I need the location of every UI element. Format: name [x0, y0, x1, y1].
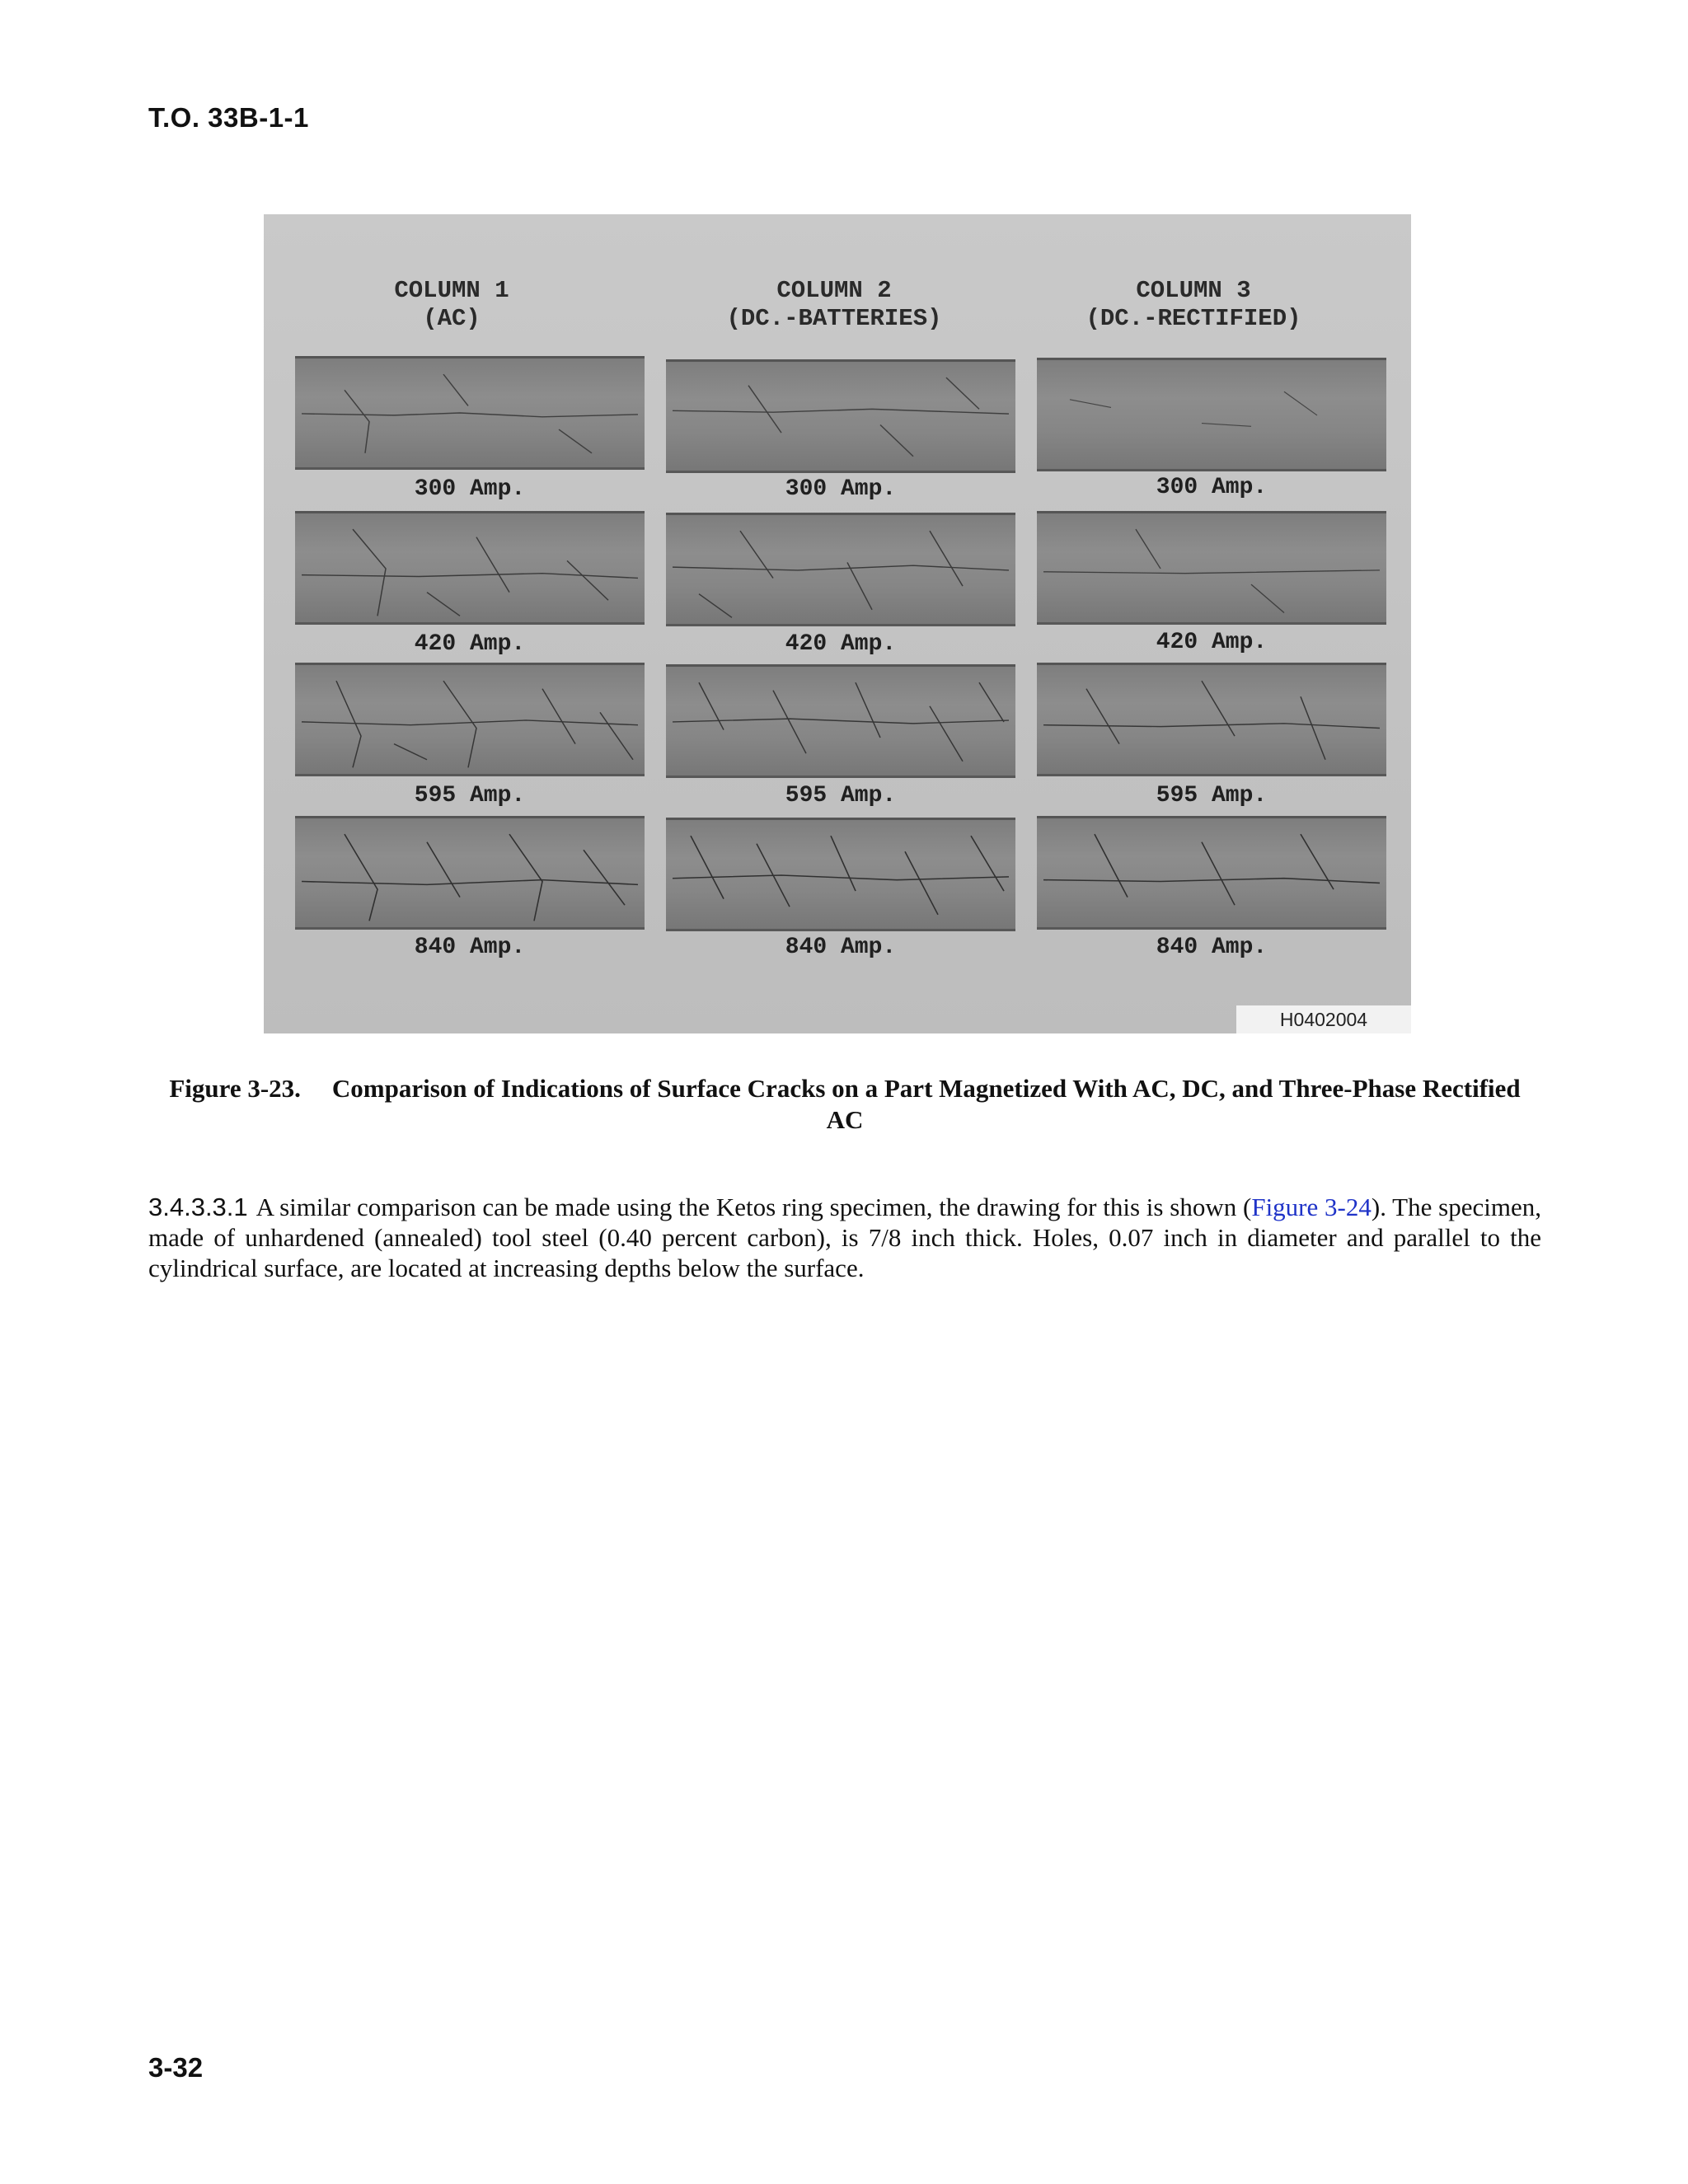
specimen-strip	[666, 359, 1015, 473]
amperage-label: 300 Amp.	[1156, 475, 1268, 500]
amperage-label: 595 Amp.	[1156, 783, 1268, 808]
specimen-strip	[666, 513, 1015, 626]
specimen-strip	[1037, 816, 1386, 930]
column-header-title: COLUMN 2	[776, 277, 892, 304]
figure-3-24-link[interactable]: Figure 3-24	[1251, 1193, 1372, 1221]
column-header-current: (AC)	[423, 305, 481, 332]
paragraph-text: ). The specimen, made of unhardened (annealed) tool steel (0.40 percent carbon), is 7/8 inch thick. Holes, 0.07 inch in diameter and parallel to the cylindrical surface, are located at increasing depths below the surface.	[148, 1193, 1541, 1282]
specimen-strip	[1037, 511, 1386, 625]
specimen-strip	[295, 663, 645, 776]
amperage-label: 420 Amp.	[414, 631, 526, 657]
figure-caption	[148, 1073, 1541, 1136]
amperage-label: 420 Amp.	[1156, 630, 1268, 655]
paragraph-text: A similar comparison can be made using the Ketos ring specimen, the drawing for this is shown (	[256, 1193, 1252, 1221]
amperage-label: 840 Amp.	[1156, 935, 1268, 960]
figure-caption-text: Comparison of Indications of Surface Cracks on a Part Magnetized With AC, DC, and Three-Phase Rectified AC	[331, 1074, 1521, 1134]
amperage-label: 840 Amp.	[414, 935, 526, 960]
specimen-strip	[666, 818, 1015, 931]
page-number: 3-32	[148, 2052, 204, 2083]
figure-image-id: H0402004	[1236, 1005, 1411, 1033]
specimen-strip	[1037, 663, 1386, 776]
column-header-title: COLUMN 1	[394, 277, 509, 304]
specimen-strip	[295, 816, 645, 930]
amperage-label: 595 Amp.	[785, 783, 897, 808]
amperage-label: 300 Amp.	[785, 476, 897, 502]
amperage-label: 595 Amp.	[414, 783, 526, 808]
figure-number: Figure 3-23.	[169, 1074, 301, 1103]
column-header-2	[661, 277, 1007, 333]
specimen-strip	[666, 664, 1015, 778]
column-header-3	[1020, 277, 1367, 333]
column-header-title: COLUMN 3	[1136, 277, 1251, 304]
paragraph-number: 3.4.3.3.1	[148, 1193, 248, 1221]
amperage-label: 300 Amp.	[414, 476, 526, 502]
amperage-label: 420 Amp.	[785, 631, 897, 657]
specimen-strip	[295, 356, 645, 470]
column-header-current: (DC.-RECTIFIED)	[1085, 305, 1301, 332]
document-id: T.O. 33B-1-1	[148, 102, 309, 133]
body-paragraph	[148, 1192, 1541, 1283]
column-header-current: (DC.-BATTERIES)	[726, 305, 942, 332]
amperage-label: 840 Amp.	[785, 935, 897, 960]
column-header-1	[279, 277, 625, 333]
specimen-strip	[1037, 358, 1386, 471]
specimen-strip	[295, 511, 645, 625]
crack-comparison-photo	[264, 214, 1411, 1033]
